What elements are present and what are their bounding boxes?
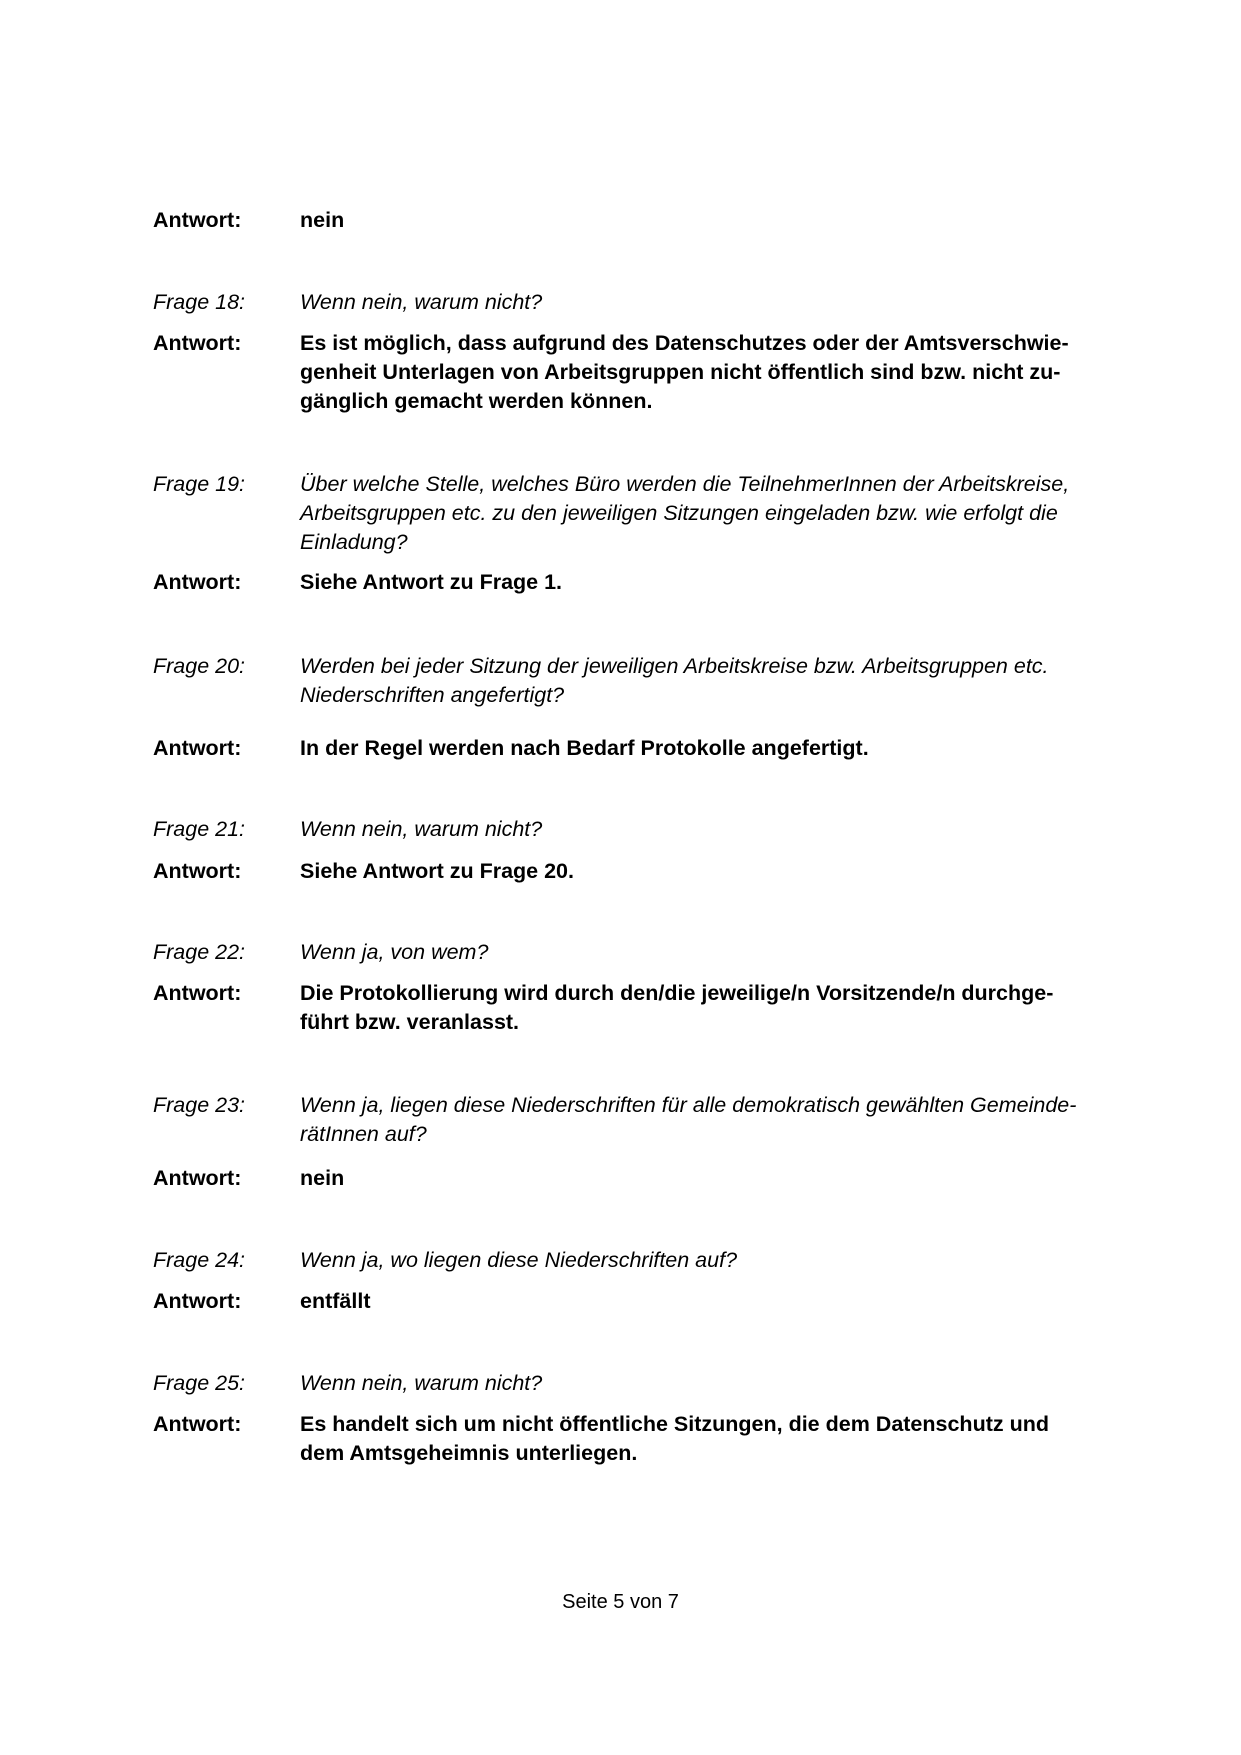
- question-label: Frage 22:: [153, 940, 246, 964]
- answer-label: Antwort:: [153, 859, 242, 883]
- question-text: Werden bei jeder Sitzung der jeweiligen Arbeitskreise bzw. Arbeitsgruppen etc.: [300, 654, 1049, 678]
- question-text: Wenn nein, warum nicht?: [300, 817, 543, 841]
- question-text: Einladung?: [300, 530, 408, 554]
- answer-label: Antwort:: [153, 1166, 242, 1190]
- question-label: Frage 25:: [153, 1371, 246, 1395]
- answer-text: entfällt: [300, 1289, 371, 1313]
- answer-line: [0, 386, 1241, 416]
- answer-label: Antwort:: [153, 736, 242, 760]
- answer-label: Antwort:: [153, 570, 242, 594]
- answer-text: Es ist möglich, dass aufgrund des Datenschutzes oder der Amtsverschwie-: [300, 331, 1069, 355]
- answer-text: In der Regel werden nach Bedarf Protokolle angefertigt.: [300, 736, 869, 760]
- question-label: Frage 24:: [153, 1248, 246, 1272]
- answer-text: dem Amtsgeheimnis unterliegen.: [300, 1441, 638, 1465]
- question-text: Wenn ja, von wem?: [300, 940, 489, 964]
- answer-text: Die Protokollierung wird durch den/die jeweilige/n Vorsitzende/n durchge-: [300, 981, 1054, 1005]
- page-number: Seite 5 von 7: [562, 1591, 679, 1613]
- answer-line: [0, 1163, 1241, 1193]
- question-text: Wenn nein, warum nicht?: [300, 1371, 543, 1395]
- question-text: Arbeitsgruppen etc. zu den jeweiligen Sitzungen eingeladen bzw. wie erfolgt die: [300, 501, 1058, 525]
- question-label: Frage 21:: [153, 817, 246, 841]
- answer-line: [0, 733, 1241, 763]
- answer-line: [0, 1438, 1241, 1468]
- question-line: [0, 1245, 1241, 1275]
- answer-text: Siehe Antwort zu Frage 20.: [300, 859, 574, 883]
- question-label: Frage 23:: [153, 1093, 246, 1117]
- answer-label: Antwort:: [153, 208, 242, 232]
- answer-text: nein: [300, 1166, 345, 1190]
- question-line: [0, 1119, 1241, 1149]
- answer-label: Antwort:: [153, 1289, 242, 1313]
- answer-text: gänglich gemacht werden können.: [300, 389, 653, 413]
- answer-text: Es handelt sich um nicht öffentliche Sitzungen, die dem Datenschutz und: [300, 1412, 1049, 1436]
- answer-line: [0, 567, 1241, 597]
- answer-text: genheit Unterlagen von Arbeitsgruppen nicht öffentlich sind bzw. nicht zu-: [300, 360, 1061, 384]
- question-line: [0, 651, 1241, 681]
- answer-line: [0, 856, 1241, 886]
- question-text: Über welche Stelle, welches Büro werden die TeilnehmerInnen der Arbeitskreise,: [300, 472, 1070, 496]
- answer-line: [0, 357, 1241, 387]
- question-text: Wenn ja, wo liegen diese Niederschriften auf?: [300, 1248, 738, 1272]
- answer-label: Antwort:: [153, 331, 242, 355]
- answer-line: [0, 328, 1241, 358]
- question-line: [0, 287, 1241, 317]
- answer-line: [0, 1007, 1241, 1037]
- answer-line: [0, 1409, 1241, 1439]
- question-line: [0, 498, 1241, 528]
- question-text: Wenn ja, liegen diese Niederschriften für alle demokratisch gewählten Gemeinde-: [300, 1093, 1077, 1117]
- answer-line: [0, 1286, 1241, 1316]
- question-label: Frage 18:: [153, 290, 246, 314]
- question-text: Wenn nein, warum nicht?: [300, 290, 543, 314]
- question-label: Frage 20:: [153, 654, 246, 678]
- question-text: rätInnen auf?: [300, 1122, 427, 1146]
- answer-text: führt bzw. veranlasst.: [300, 1010, 520, 1034]
- answer-line: [0, 978, 1241, 1008]
- question-line: [0, 1368, 1241, 1398]
- question-text: Niederschriften angefertigt?: [300, 683, 565, 707]
- answer-text: Siehe Antwort zu Frage 1.: [300, 570, 563, 594]
- question-label: Frage 19:: [153, 472, 246, 496]
- question-line: [0, 469, 1241, 499]
- question-line: [0, 814, 1241, 844]
- question-line: [0, 680, 1241, 710]
- question-line: [0, 1090, 1241, 1120]
- question-line: [0, 527, 1241, 557]
- answer-label: Antwort:: [153, 981, 242, 1005]
- answer-text: nein: [300, 208, 345, 232]
- answer-label: Antwort:: [153, 1412, 242, 1436]
- question-line: [0, 937, 1241, 967]
- answer-line: [0, 205, 1241, 235]
